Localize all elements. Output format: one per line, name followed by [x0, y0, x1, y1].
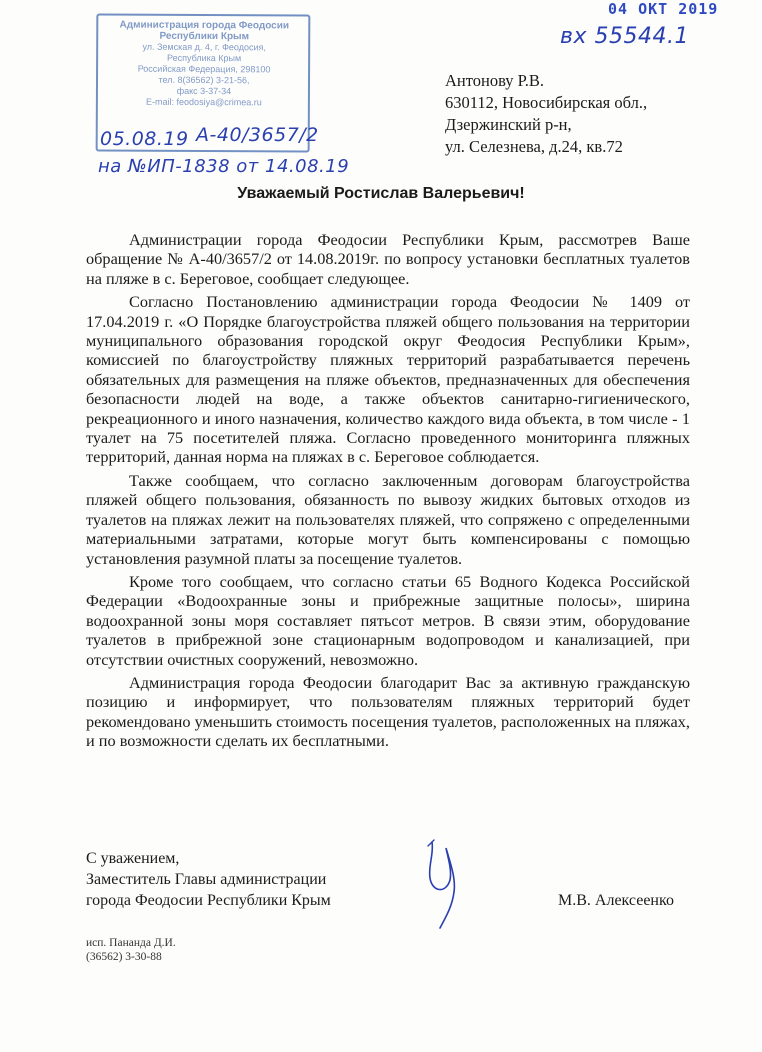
- stamp-line: E-mail: feodosiya@crimea.ru: [146, 96, 262, 108]
- received-date-stamp: 04 ОКТ 2019: [608, 0, 719, 18]
- recipient-line: Антонову Р.В.: [445, 71, 545, 90]
- closing-line: С уважением,: [86, 850, 180, 867]
- signer-name: М.В. Алексеенко: [558, 892, 674, 909]
- stamp-line: Республика Крым: [167, 52, 242, 64]
- body-paragraph: Согласно Постановлению администрации города Феодосии № 1409 от 17.04.2019 г. «О Порядке благоустройства пляжей общего пользования на территории муниципального образования городской округ Феодосия Республики Крым», комиссией по благоустройству пляжных территорий разрабатывается перечень обязательных для размещения на пляже объектов, предназначенных для обеспечения безопасности людей на воде, а также объектов санитарно-гигиенического, рекреационного и иного назначения, количество каждого вида объекта, в том числе - 1 туалет на 75 посетителей пляжа. Согласно проведенного мониторинга пляжных территорий, данная норма на пляжах в с. Береговое соблюдается.: [86, 292, 690, 467]
- signature-image: [410, 832, 490, 932]
- letter-body: [86, 230, 690, 755]
- stamp-line: Администрация города Феодосии: [119, 19, 290, 32]
- handwritten-reply-ref: на №ИП-1838 от 14.08.19: [98, 156, 350, 177]
- stamp-line: ул. Земская д. 4, г. Феодосия,: [142, 41, 266, 53]
- stamp-line: Российская Федерация, 298100: [137, 63, 271, 75]
- handwritten-incoming-number: вх 55544.1: [560, 24, 689, 49]
- body-paragraph: Кроме того сообщаем, что согласно статьи 65 Водного Кодекса Российской Федерации «Водоохранные зоны и прибрежные защитные полосы», ширина водоохранной зоны моря составляет пятьсот метров. В связи этим, оборудование туалетов в прибрежной зоне стационарным водопроводом и канализацией, при отсутствии очистных сооружений, невозможно.: [86, 571, 690, 669]
- recipient-line: Дзержинский р-н,: [445, 115, 572, 134]
- closing-block: [86, 848, 331, 911]
- recipient-line: ул. Селезнева, д.24, кв.72: [445, 137, 623, 156]
- executor-name: исп. Пананда Д.И.: [86, 937, 176, 949]
- body-paragraph: Также сообщаем, что согласно заключенным договорам благоустройства пляжей общего пользования, обязанность по вывозу жидких бытовых отходов из туалетов на пляжах лежит на пользователях пляжей, что сопряжено с определенными материальными затратами, которые могут быть компенсированы с помощью установления разумной платы за посещение туалетов.: [86, 470, 690, 568]
- stamp-line: тел. 8(36562) 3-21-56,: [158, 74, 250, 86]
- body-paragraph: Администрация города Феодосии благодарит Вас за активную гражданскую позицию и информирует, что пользователям пляжных территорий будет рекомендовано уменьшить стоимость посещения туалетов, расположенных на пляжах, и по возможности сделать их бесплатными.: [86, 672, 690, 751]
- executor-phone: (36562) 3-30-88: [86, 951, 162, 963]
- recipient-address: [445, 70, 647, 158]
- recipient-line: 630112, Новосибирская обл.,: [445, 93, 648, 112]
- stamp-line: Республики Крым: [159, 30, 250, 43]
- executor-info: [86, 936, 176, 964]
- stamp-line: факс 3-37-34: [176, 85, 232, 97]
- closing-line: города Феодосии Республики Крым: [86, 892, 331, 909]
- handwritten-date: 05.08.19: [100, 128, 189, 150]
- handwritten-ref-number: А-40/3657/2: [196, 124, 319, 146]
- body-paragraph: Администрации города Феодосии Республики Крым, рассмотрев Ваше обращение № А-40/3657/2 от 14.08.2019г. по вопросу установки бесплатных туалетов на пляже в с. Береговое, сообщает следующее.: [86, 230, 690, 288]
- closing-line: Заместитель Главы администрации: [86, 871, 327, 888]
- salutation: Уважаемый Ростислав Валерьевич!: [237, 185, 525, 202]
